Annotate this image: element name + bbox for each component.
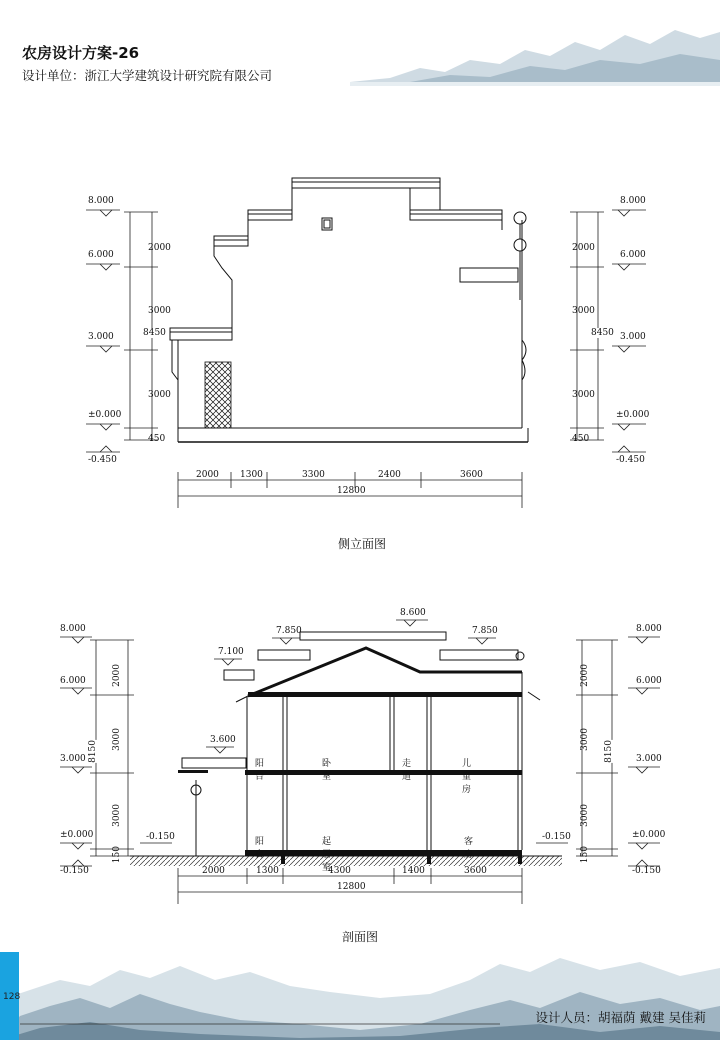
elev-vdim-2: 3000: [148, 306, 171, 316]
elev-vdim-1: 2000: [148, 243, 171, 253]
room-upper-kids: 儿童房: [462, 759, 472, 795]
sec-vdim-r1: 2000: [580, 664, 590, 687]
room-lower-living: 起居室: [322, 837, 332, 873]
sec-roof-level-top: 8.600: [400, 608, 426, 618]
design-unit: 设计单位：浙江大学建筑设计研究院有限公司: [22, 68, 273, 83]
sec-level-left-8: 8.000: [60, 624, 86, 634]
sec-level-left-neg: -0.150: [60, 866, 89, 876]
elev-level-left-0: ±0.000: [88, 410, 122, 420]
sec-level-right-8: 8.000: [636, 624, 662, 634]
sec-level-left-0: ±0.000: [60, 830, 94, 840]
sec-balcony-level: 3.600: [210, 735, 236, 745]
sec-total-height-right: 8150: [604, 740, 614, 763]
elev-hdim-3: 3300: [302, 470, 325, 480]
room-upper-bedroom: 卧室: [322, 759, 332, 782]
sec-vdim-r3: 3000: [580, 804, 590, 827]
page-number: 128: [3, 992, 21, 1002]
sec-hdim-3: 4300: [328, 866, 351, 876]
elev-vdim-r2: 3000: [572, 306, 595, 316]
elev-hdim-4: 2400: [378, 470, 401, 480]
elev-hdim-2: 1300: [240, 470, 263, 480]
sec-level-left-6: 6.000: [60, 676, 86, 686]
sec-roof-level-lower: 7.100: [218, 647, 244, 657]
elev-vdim-r3: 3000: [572, 390, 595, 400]
room-upper-balcony: 阳台: [255, 759, 265, 782]
elev-total-height-left: 8450: [143, 328, 166, 338]
sec-hdim-4: 1400: [402, 866, 425, 876]
elev-vdim-r1: 2000: [572, 243, 595, 253]
sec-hdim-1: 2000: [202, 866, 225, 876]
elev-hdim-1: 2000: [196, 470, 219, 480]
elev-level-right-8: 8.000: [620, 196, 646, 206]
elevation-caption: 侧立面图: [338, 537, 387, 551]
elev-level-left-neg: -0.450: [88, 455, 117, 465]
sec-vdim-r2: 3000: [580, 728, 590, 751]
elev-level-right-6: 6.000: [620, 250, 646, 260]
elev-hdim-5: 3600: [460, 470, 483, 480]
sec-total-height-left: 8150: [88, 740, 98, 763]
sec-level-right-3: 3.000: [636, 754, 662, 764]
section-caption: 剖面图: [342, 930, 379, 944]
sec-hdim-5: 3600: [464, 866, 487, 876]
elev-vdim-4: 450: [148, 434, 166, 444]
sec-vdim-1: 2000: [112, 664, 122, 687]
design-credits: 设计人员：胡福荫 戴建 吴佳莉: [535, 1010, 706, 1025]
sec-vdim-3: 3000: [112, 804, 122, 827]
sec-total-width: 12800: [337, 882, 366, 892]
elev-vdim-3: 3000: [148, 390, 171, 400]
sec-vdim-4: 150: [112, 846, 122, 864]
room-lower-guest: 客房: [464, 837, 474, 860]
elev-level-right-3: 3.000: [620, 332, 646, 342]
sec-level-left-3: 3.000: [60, 754, 86, 764]
sec-roof-level-right: 7.850: [472, 626, 498, 636]
elev-total-width: 12800: [337, 486, 366, 496]
sec-level-right-neg: -0.150: [632, 866, 661, 876]
elev-level-right-neg: -0.450: [616, 455, 645, 465]
sec-hdim-2: 1300: [256, 866, 279, 876]
room-upper-corridor: 走道: [402, 759, 412, 782]
sec-vdim-2: 3000: [112, 728, 122, 751]
sec-level-right-0: ±0.000: [632, 830, 666, 840]
sec-vdim-r4: 150: [580, 846, 590, 864]
elev-level-right-0: ±0.000: [616, 410, 650, 420]
page-title: 农房设计方案-26: [22, 44, 140, 62]
sec-ground-left: -0.150: [146, 832, 175, 842]
elev-level-left-8: 8.000: [88, 196, 114, 206]
sec-level-right-6: 6.000: [636, 676, 662, 686]
elev-vdim-r4: 450: [572, 434, 590, 444]
room-lower-balcony: 阳台: [255, 837, 265, 860]
sec-ground-right: -0.150: [542, 832, 571, 842]
sec-roof-level-left: 7.850: [276, 626, 302, 636]
elev-level-left-3: 3.000: [88, 332, 114, 342]
elev-total-height-right: 8450: [591, 328, 614, 338]
elev-level-left-6: 6.000: [88, 250, 114, 260]
